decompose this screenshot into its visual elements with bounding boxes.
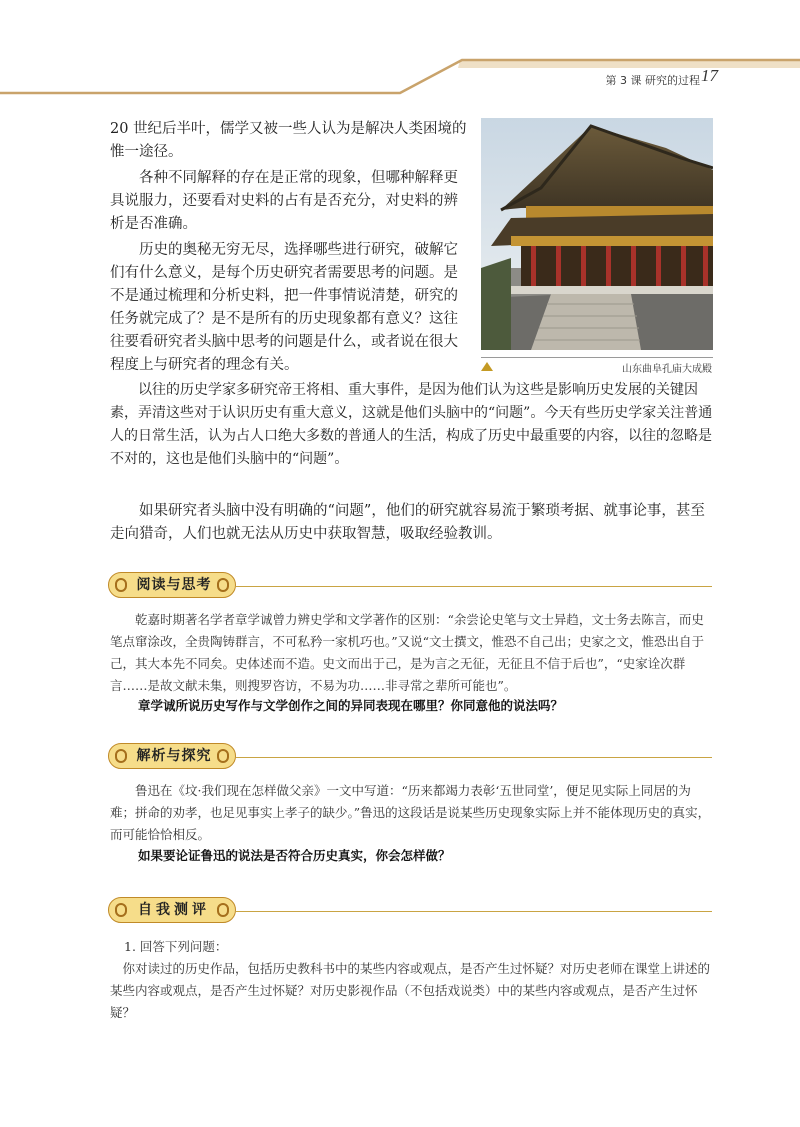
section-rule [236,757,712,758]
section-badge [108,897,236,923]
scroll-right-icon [217,903,229,917]
self-test-text: 你对读过的历史作品，包括历史教科书中的某些内容或观点，是否产生过怀疑？对历史老师在课堂上讲述的某些内容或观点，是否产生过怀疑？对历史影视作品（不包括戏说类）中的某些内容或观点，是否产生过怀疑？ [110,961,711,1020]
scroll-left-icon [115,749,127,763]
paragraph-5: 如果研究者头脑中没有明确的“问题”，他们的研究就容易流于繁琐考据、就事论事，甚至走向猎奇，人们也就无法从历史中获取智慧，吸取经验教训。 [110,503,705,542]
section-rule [236,911,712,912]
section-badge [108,743,236,769]
section-analysis-text: 鲁迅在《坟·我们现在怎样做父亲》一文中写道：“历来都竭力表彰‘五世同堂’，便足见实际上同居的为难；拼命的劝孝，也足见事实上孝子的缺少。”鲁迅的这段话是说某些历史现象实际上并不能体现历史的真实，而可能恰恰相反。 [110,783,711,842]
section-rule [236,586,712,587]
section-title: 解析与探究 [136,748,212,764]
temple-photo [481,118,713,350]
running-head: 第 3 课 研究的过程 [605,74,700,87]
scroll-left-icon [115,903,127,917]
section-title: 阅读与思考 [136,577,212,593]
section-analysis-question: 如果要论证鲁迅的说法是否符合历史真实，你会怎样做？ [138,848,451,863]
scroll-right-icon [217,749,229,763]
section-reading-question: 章学诚所说历史写作与文学创作之间的异同表现在哪里？你同意他的说法吗？ [138,698,564,713]
scroll-left-icon [115,578,127,592]
paragraph-2: 各种不同解释的存在是正常的现象，但哪种解释更具说服力，还要看对史料的占有是否充分，对史料的辨析是否准确。 [110,170,458,232]
page-number: 17 [701,66,718,85]
paragraph-3: 历史的奥秘无穷无尽，选择哪些进行研究，破解它们有什么意义，是每个历史研究者需要思考的问题。是不是通过梳理和分析史料，把一件事情说清楚，研究的任务就完成了？是不是所有的历史现象都有意义？这往往要看研究者头脑中思考的问题是什么，或者说在很大程度上与研究者的理念有关。 [110,242,458,373]
section-badge [108,572,236,598]
triangle-icon [481,362,493,371]
caption-rule [481,357,713,358]
scroll-right-icon [217,578,229,592]
self-test-item-label: 1. 回答下列问题： [124,939,228,954]
paragraph-1: 20 世纪后半叶，儒学又被一些人认为是解决人类困境的惟一途径。 [110,121,467,160]
temple-illustration [481,118,713,350]
paragraph-4: 以往的历史学家多研究帝王将相、重大事件，是因为他们认为这些是影响历史发展的关键因素，弄清这些对于认识历史有重大意义，这就是他们头脑中的“问题”。今天有些历史学家关注普通人的日常生活，认为占人口绝大多数的普通人的生活，构成了历史中最重要的内容，以往的忽略是不对的，这也是他们头脑中的“问题”。 [110,382,713,467]
section-reading-text: 乾嘉时期著名学者章学诚曾力辨史学和文学著作的区别：“余尝论史笔与文士异趋，文士务去陈言，而史笔点窜涂改，全贵陶铸群言，不可私矜一家机巧也。”又说“文士撰文，惟恐不自己出；史家之文，惟恐出自于己，其大本先不同矣。史体述而不造。史文而出于己，是为言之无征，无征且不信于后也”，“史家诠次群言……是故文献未集，则搜罗咨访，不易为功……非寻常之辈所可能也”。 [110,612,705,693]
section-title: 自我测评 [138,902,210,918]
photo-caption: 山东曲阜孔庙大成殿 [622,364,712,375]
